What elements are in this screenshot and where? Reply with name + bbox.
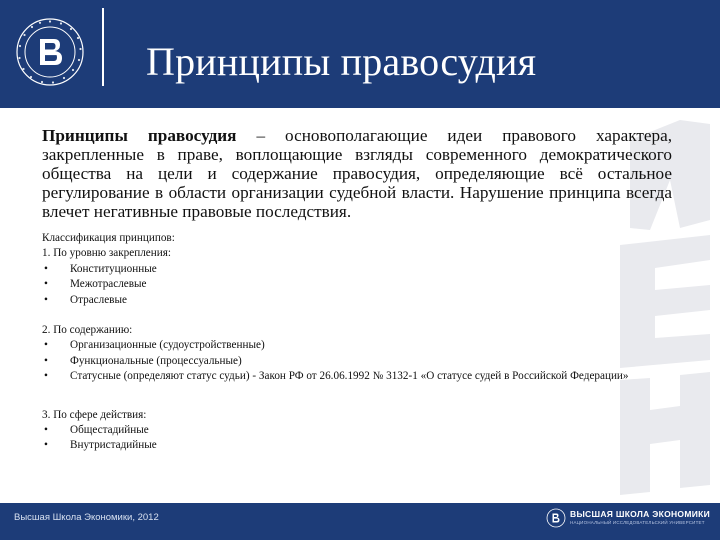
list-item bbox=[42, 262, 672, 277]
content-area bbox=[42, 126, 672, 454]
definition-paragraph bbox=[42, 126, 672, 221]
university-logo-icon bbox=[10, 12, 90, 92]
header-divider bbox=[102, 8, 104, 86]
list-item-text: Отраслевые bbox=[70, 293, 127, 306]
list-item-text: Общестадийные bbox=[70, 424, 149, 437]
bullet-glyph: • bbox=[44, 354, 48, 367]
bullet-glyph: • bbox=[44, 439, 48, 452]
list-item bbox=[42, 438, 672, 453]
definition-text: – основополагающие идеи правового характера, закрепленные в праве, воплощающие взгляды современного демократического общества на цели и содержание правосудия, определяющие всё остальное регулирование в области организации судебной власти. Нарушение принципа всегда влечет негативные правовые последствия. bbox=[42, 126, 672, 221]
footer-logo-icon bbox=[546, 508, 566, 528]
list-item-text: Статусные (определяют статус судьи) - Закон РФ от 26.06.1992 № 3132-1 «О статусе судей в Российской Федерации» bbox=[70, 370, 629, 383]
header-bar bbox=[0, 0, 720, 108]
bullet-glyph: • bbox=[44, 278, 48, 291]
footer-bar bbox=[0, 503, 720, 540]
group-title: 3. По сфере действия: bbox=[42, 408, 147, 421]
spacer bbox=[42, 385, 672, 408]
bullet-glyph: • bbox=[44, 370, 48, 383]
list-item bbox=[42, 338, 672, 353]
list-item-text: Внутристадийные bbox=[70, 439, 157, 452]
list-item bbox=[42, 369, 672, 384]
list-item bbox=[42, 293, 672, 308]
footer-brand-subtitle: НАЦИОНАЛЬНЫЙ ИССЛЕДОВАТЕЛЬСКИЙ УНИВЕРСИТЕТ bbox=[570, 520, 705, 525]
footer-copyright: Высшая Школа Экономики, 2012 bbox=[14, 512, 159, 523]
definition-term: Принципы правосудия bbox=[42, 126, 237, 145]
bullet-glyph: • bbox=[44, 262, 48, 275]
list-item bbox=[42, 423, 672, 438]
footer-brand-name: ВЫСШАЯ ШКОЛА ЭКОНОМИКИ bbox=[570, 509, 711, 519]
list-item-text: Организационные (судоустройственные) bbox=[70, 339, 265, 352]
list-item-text: Функциональные (процессуальные) bbox=[70, 354, 242, 367]
list-item bbox=[42, 277, 672, 292]
group-title: 1. По уровню закрепления: bbox=[42, 247, 172, 260]
list-item-text: Конституционные bbox=[70, 262, 157, 275]
bullet-glyph: • bbox=[44, 424, 48, 437]
page-title: Принципы правосудия bbox=[146, 39, 537, 84]
spacer bbox=[42, 308, 672, 323]
list-item-text: Межотраслевые bbox=[70, 278, 147, 291]
classification-block bbox=[42, 231, 672, 454]
group-title: 2. По содержанию: bbox=[42, 324, 133, 337]
list-item bbox=[42, 354, 672, 369]
bullet-glyph: • bbox=[44, 293, 48, 306]
classification-heading: Классификация принципов: bbox=[42, 232, 175, 244]
bullet-glyph: • bbox=[44, 339, 48, 352]
